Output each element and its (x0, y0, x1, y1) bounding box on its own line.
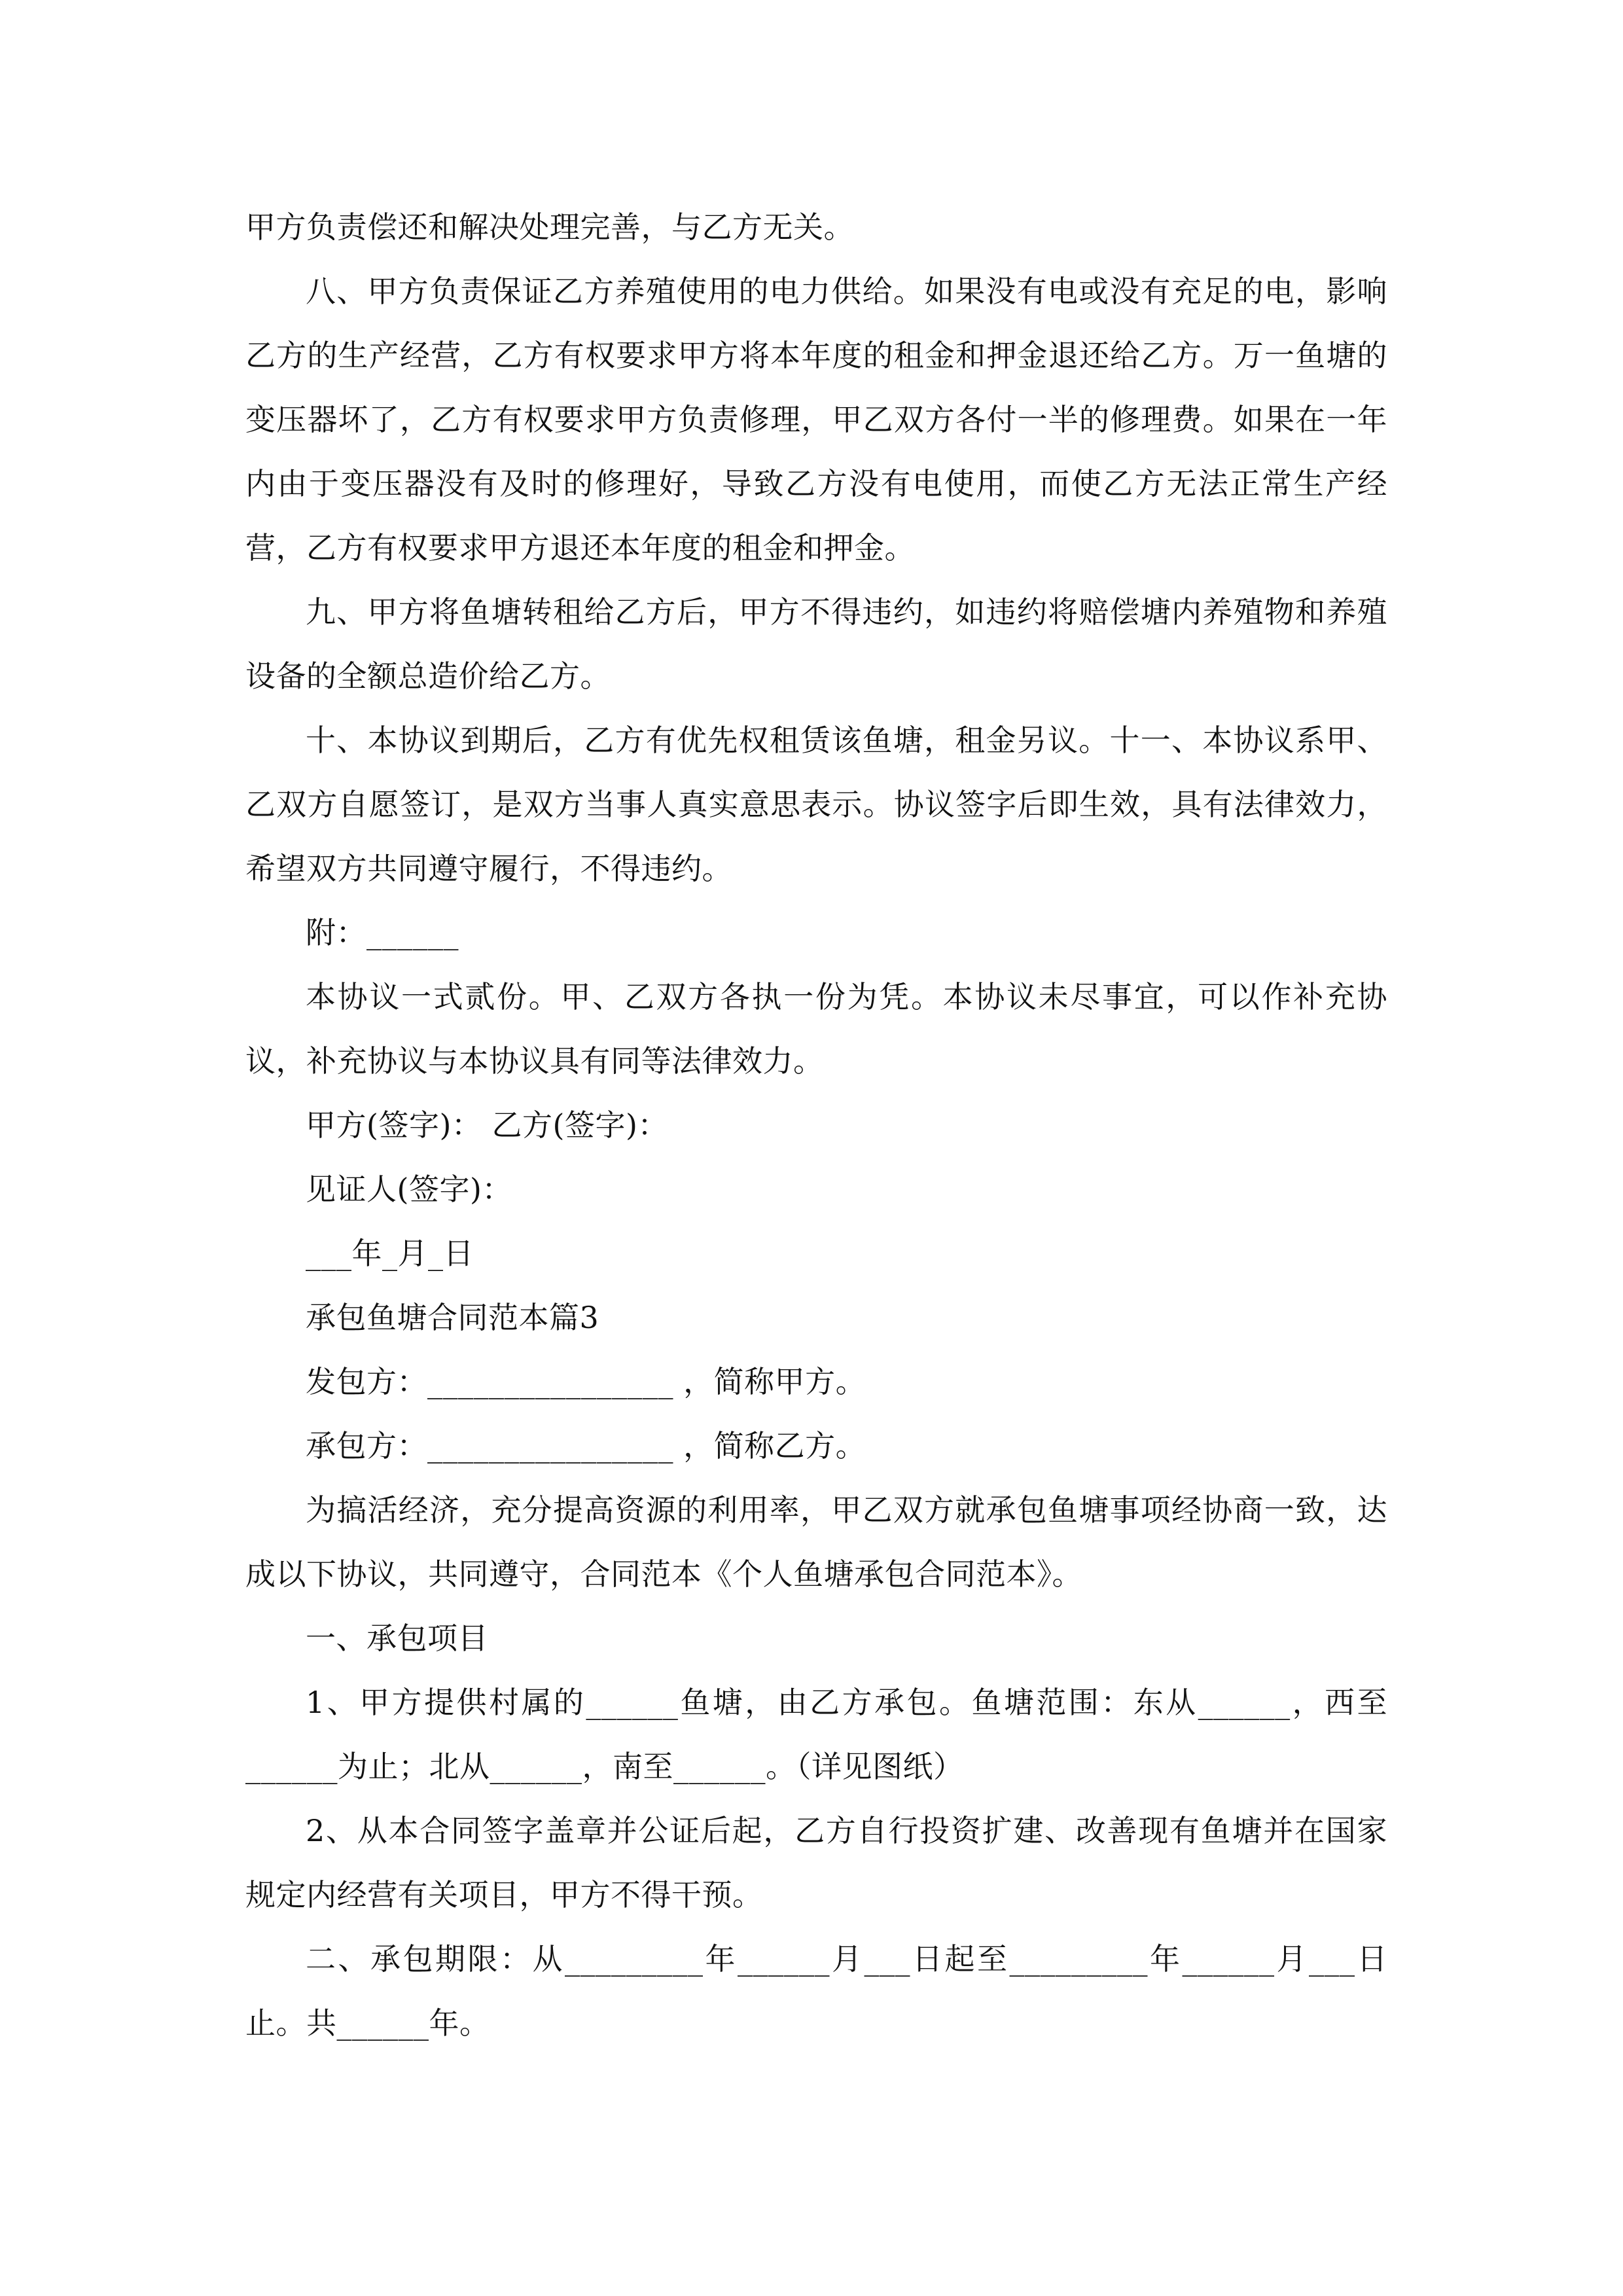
paragraph-clause-8-power-supply: 八、甲方负责保证乙方养殖使用的电力供给。如果没有电或没有充足的电，影响乙方的生产经营，乙方有权要求甲方将本年度的租金和押金退还给乙方。万一鱼塘的变压器坏了，乙方有权要求甲方负责修理，甲乙双方各付一半的修理费。如果在一年内由于变压器没有及时的修理好，导致乙方没有电使用，而使乙方无法正常生产经营，乙方有权要求甲方退还本年度的租金和押金。 (245, 274, 1387, 565)
paragraph-contract-period: 二、承包期限：从_________年______月___日起至_________年______月___日止。共______年。 (245, 1941, 1387, 2041)
paragraph-contractee-party-b: 承包方：________________ ，简称乙方。 (306, 1428, 866, 1463)
paragraph-debt-clause: 甲方负责偿还和解决处理完善，与乙方无关。 (245, 209, 854, 245)
section-title-template-3: 承包鱼塘合同范本篇3 (306, 1300, 599, 1335)
heading-contract-item: 一、承包项目 (306, 1621, 488, 1656)
paragraph-date: ___年_月_日 (306, 1236, 474, 1271)
paragraph-contractor-party-a: 发包方：________________ ，简称甲方。 (306, 1364, 866, 1399)
paragraph-item-2-investment: 2、从本合同签字盖章并公证后起，乙方自行投资扩建、改善现有鱼塘并在国家规定内经营有关项目，甲方不得干预。 (245, 1813, 1387, 1912)
paragraph-item-1-pond-scope: 1、甲方提供村属的______鱼塘，由乙方承包。鱼塘范围：东从______，西至______为止；北从______，南至______。（详见图纸） (245, 1685, 1387, 1784)
paragraph-copies: 本协议一式贰份。甲、乙双方各执一份为凭。本协议未尽事宜，可以作补充协议，补充协议与本协议具有同等法律效力。 (245, 979, 1387, 1079)
paragraph-party-signatures: 甲方(签字)： 乙方(签字)： (306, 1107, 668, 1143)
paragraph-attachment: 附：______ (306, 915, 459, 950)
paragraph-preamble: 为搞活经济，充分提高资源的利用率，甲乙双方就承包鱼塘事项经协商一致，达成以下协议，共同遵守，合同范本《个人鱼塘承包合同范本》。 (245, 1492, 1387, 1592)
paragraph-clause-10-11-renewal: 十、本协议到期后，乙方有优先权租赁该鱼塘，租金另议。十一、本协议系甲、乙双方自愿签订，是双方当事人真实意思表示。协议签字后即生效，具有法律效力，希望双方共同遵守履行，不得违约。 (245, 723, 1387, 886)
paragraph-witness-signature: 见证人(签字)： (306, 1172, 512, 1207)
paragraph-clause-9-sublease: 九、甲方将鱼塘转租给乙方后，甲方不得违约，如违约将赔偿塘内养殖物和养殖设备的全额总造价给乙方。 (245, 594, 1387, 694)
document-body (245, 195, 1387, 2055)
